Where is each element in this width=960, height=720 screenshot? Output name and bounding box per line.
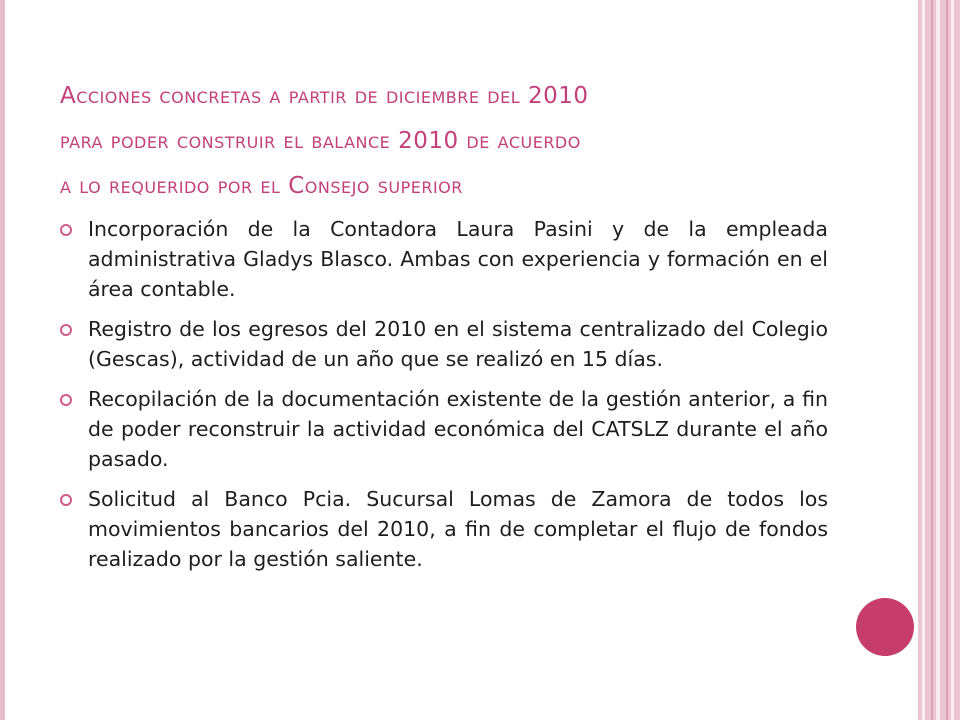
- accent-circle: [856, 598, 914, 656]
- bullet-text: Registro de los egresos del 2010 en el sistema centralizado del Colegio (Gescas), actividad de un año que se realizó en 15 días.: [88, 317, 828, 371]
- title-line-1: Acciones concretas a partir de diciembre del 2010: [60, 83, 589, 109]
- title-line-2: para poder construir el balance 2010 de acuerdo: [60, 128, 581, 154]
- bullet-item-incorporacion: [60, 214, 828, 304]
- frame-stripe: [922, 0, 925, 720]
- bullet-text: Solicitud al Banco Pcia. Sucursal Lomas de Zamora de todos los movimientos bancarios del 2010, a fin de completar el flujo de fondos realizado por la gestión saliente.: [88, 487, 828, 571]
- bullet-text: Recopilación de la documentación existente de la gestión anterior, a fin de poder reconstruir la actividad económica del CATSLZ durante el año pasado.: [88, 387, 828, 471]
- frame-stripe: [951, 0, 954, 720]
- frame-stripe: [936, 0, 940, 720]
- frame-stripe: [946, 0, 948, 720]
- slide-title: [60, 74, 840, 209]
- bullet-text: Incorporación de la Contadora Laura Pasini y de la empleada administrativa Gladys Blasco. Ambas con experiencia y formación en el área contable.: [88, 217, 828, 301]
- bullet-ring-icon: [60, 494, 72, 506]
- bullet-item-solicitud: [60, 484, 828, 574]
- bullet-ring-icon: [60, 394, 72, 406]
- bullet-ring-icon: [60, 224, 72, 236]
- frame-stripe: [931, 0, 933, 720]
- bullet-ring-icon: [60, 324, 72, 336]
- title-line-3: a lo requerido por el Consejo superior: [60, 173, 463, 199]
- left-frame-border: [0, 0, 5, 720]
- bullet-item-registro: [60, 314, 828, 374]
- bullet-list: [60, 214, 828, 584]
- bullet-item-recopilacion: [60, 384, 828, 474]
